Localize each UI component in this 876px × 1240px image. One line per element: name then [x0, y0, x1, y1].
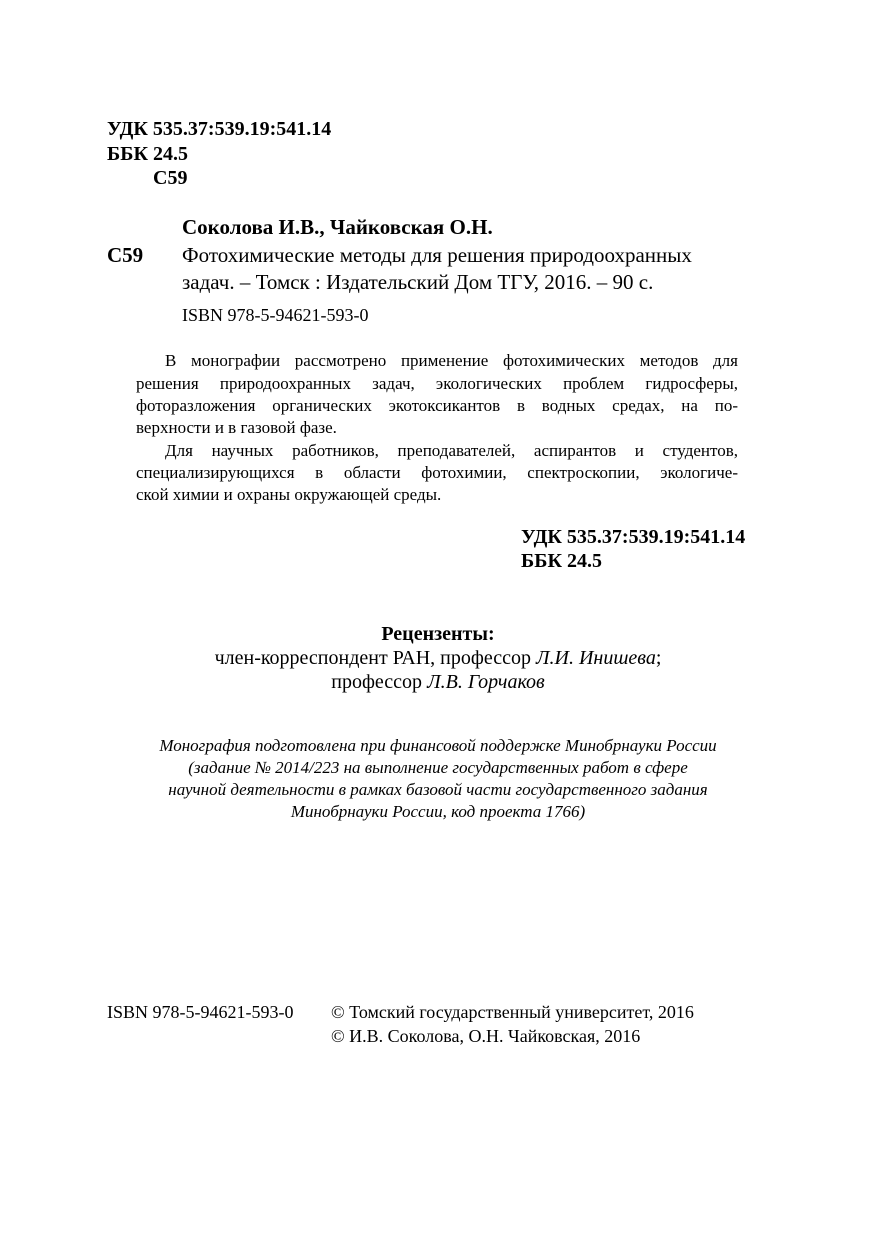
annotation-line: фоторазложения органических экотоксикантов в водных средах, на по-	[136, 396, 738, 415]
title-line-1: Фотохимические методы для решения природоохранных	[182, 243, 692, 267]
udk-code: УДК 535.37:539.19:541.14	[107, 118, 332, 140]
annotation-line: специализирующихся в области фотохимии, спектроскопии, экологиче-	[136, 463, 738, 482]
reviewer-1: член-корреспондент РАН, профессор Л.И. Инишева;	[214, 647, 662, 669]
reviewers-heading: Рецензенты:	[381, 623, 495, 645]
authors: Соколова И.В., Чайковская О.Н.	[182, 215, 493, 239]
entry-sign: С59	[107, 243, 144, 267]
title-line-2: задач. – Томск : Издательский Дом ТГУ, 2016. – 90 с.	[182, 270, 654, 294]
funding-line: (задание № 2014/223 на выполнение государственных работ в сфере	[188, 758, 688, 777]
annotation-line: ской химии и охраны окружающей среды.	[136, 485, 442, 504]
funding-line: научной деятельности в рамках базовой части государственного задания	[168, 780, 708, 799]
funding-line: Минобрнауки России, код проекта 1766)	[290, 802, 586, 821]
annotation-line: Для научных работников, преподавателей, аспирантов и студентов,	[165, 441, 738, 460]
annotation-line: В монографии рассмотрено применение фотохимических методов для	[165, 351, 738, 370]
funding-line: Монография подготовлена при финансовой поддержке Минобрнауки России	[159, 736, 717, 755]
reviewer-2: профессор Л.В. Горчаков	[331, 671, 545, 693]
footer-isbn: ISBN 978-5-94621-593-0	[107, 1002, 294, 1022]
annotation-line: решения природоохранных задач, экологических проблем гидросферы,	[136, 374, 738, 393]
copyright-university: © Томский государственный университет, 2016	[331, 1002, 694, 1022]
copyright-authors: © И.В. Соколова, О.Н. Чайковская, 2016	[331, 1026, 641, 1046]
udk-code-right: УДК 535.37:539.19:541.14	[521, 526, 746, 548]
annotation-line: верхности и в газовой фазе.	[136, 418, 337, 437]
bbk-code-right: ББК 24.5	[521, 550, 602, 572]
author-sign: С59	[153, 167, 188, 189]
entry-isbn: ISBN 978-5-94621-593-0	[182, 305, 369, 325]
bbk-code: ББК 24.5	[107, 143, 188, 165]
